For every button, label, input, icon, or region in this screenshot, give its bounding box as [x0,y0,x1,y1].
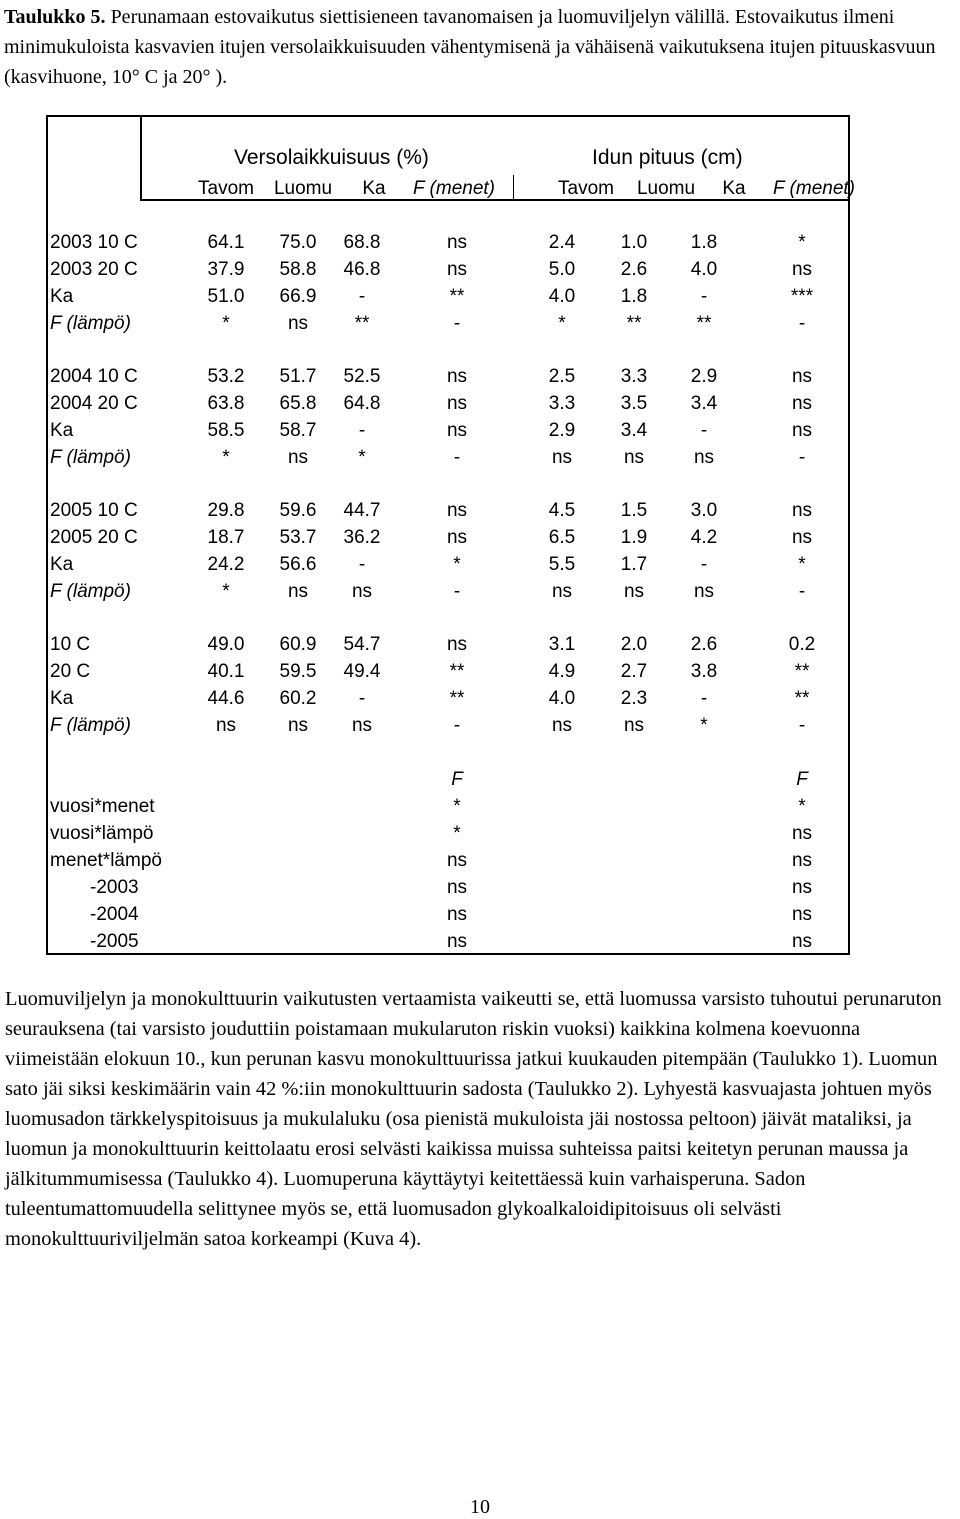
table-cell: - [453,715,461,736]
caption-text: Perunamaan estovaikutus siettisieneen tavanomaisen ja luomuviljelyn välillä. Estovaikutus ilmeni minimukuloista kasvavien itujen versolaikkuisuuden vähentymisenä ja vähäisenä vaikutuksena itujen pituuskasvuun (kasvihuone, 10° C ja 20° ). [4,6,936,88]
interaction-row-label: vuosi*lämpö [50,823,154,844]
table-cell: 4.0 [548,688,576,709]
group-header-versolaikkuisuus: Versolaikkuisuus (%) [234,146,429,169]
table-cell: ** [794,688,810,709]
interaction-cell: ns [791,823,813,844]
table-cell: ns [623,581,645,602]
table-cell: * [222,447,230,468]
table-cell: ns [551,447,573,468]
table-cell: - [453,447,461,468]
table-cell: ns [446,393,468,414]
table-cell: 36.2 [343,527,381,548]
table-cell: ** [626,313,642,334]
table-cell: - [798,581,806,602]
table-cell: ** [696,313,712,334]
table-cell: ns [446,420,468,441]
table-cell: * [700,715,708,736]
table-cell: 2.6 [620,259,648,280]
table-cell: * [222,313,230,334]
table-cell: 0.2 [788,634,816,655]
table-cell: 1.9 [620,527,648,548]
interaction-cell: ns [791,850,813,871]
table-cell: ns [215,715,237,736]
table-border-top [46,115,850,117]
table-cell: 60.9 [279,634,317,655]
table-cell: 2.6 [690,634,718,655]
table-cell: 51.7 [279,366,317,387]
table-cell: - [700,286,708,307]
table-border-left [46,115,48,955]
table-cell: 37.9 [207,259,245,280]
table-cell: 53.7 [279,527,317,548]
label-column-divider [140,115,142,201]
interaction-cell: ns [446,850,468,871]
column-header: Luomu [636,178,696,199]
table-cell: - [700,420,708,441]
table-cell: ** [354,313,370,334]
row-label: 20 C [50,661,91,682]
table-cell: 6.5 [548,527,576,548]
table-cell: 49.4 [343,661,381,682]
table-cell: - [358,420,366,441]
table-cell: 4.9 [548,661,576,682]
interaction-cell: ns [791,877,813,898]
interaction-row-label: vuosi*menet [50,796,155,817]
table-cell: ns [693,581,715,602]
data-table [46,115,856,955]
table-cell: * [222,581,230,602]
body-paragraph: Luomuviljelyn ja monokulttuurin vaikutusten vertaamista vaikeutti se, että luomussa varsisto tuhoutui perunaruton seurauksena (tai varsisto jouduttiin poistamaan mukularuton riskin vuoksi) kaikkina kolmena koevuonna viimeistään elokuun 10., kun perunan kasvu monokulttuurissa jatkui kuukauden pitempään (Taulukko 1). Luomun sato jäi siksi keskimäärin vain 42 %:iin monokulttuurin sadosta (Taulukko 2). Lyhyestä kasvuajasta johtuen myös luomusadon tärkkelyspitoisuus ja mukulaluku (osa pienistä mukuloista jäi nostossa peltoon) jäivät mataliksi, ja luomun ja monokulttuurin keittolaatu erosi selvästi kaikissa muissa suhteissa paitsi keitetyn perunan maussa ja jälkitummumisessa (Taulukko 4). Luomuperuna käyttäytyi keitettäessä kuin varhaisperuna. Sadon tuleentumattomuudella selittynee myös se, että luomusadon glykoalkaloidipitoisuus oli selvästi monokulttuuriviljelmän satoa korkeampi (Kuva 4). [5,988,942,1250]
group-divider [513,175,514,201]
table-cell: - [700,688,708,709]
table-cell: - [453,313,461,334]
interaction-cell: ns [446,877,468,898]
table-cell: 58.7 [279,420,317,441]
table-cell: * [558,313,566,334]
table-cell: 44.7 [343,500,381,521]
interaction-cell: * [798,796,806,817]
page-number: 10 [470,1496,490,1518]
row-label: 2003 20 C [50,259,138,280]
table-cell: ns [446,527,468,548]
table-cell: ns [551,715,573,736]
row-label: F (lämpö) [50,581,131,602]
table-cell: 4.5 [548,500,576,521]
column-header: Tavom [558,178,614,199]
column-header: Ka [722,178,746,199]
header-divider [140,199,850,201]
column-header: F (menet) [772,178,856,199]
table-cell: ns [551,581,573,602]
table-cell: ** [794,661,810,682]
table-cell: * [358,447,366,468]
table-border-right [848,115,850,955]
table-cell: 2.3 [620,688,648,709]
table-cell: ns [693,447,715,468]
table-cell: 4.0 [548,286,576,307]
row-label: Ka [50,688,74,709]
table-cell: 3.8 [690,661,718,682]
table-cell: - [798,313,806,334]
table-cell: 52.5 [343,366,381,387]
table-cell: 64.1 [207,232,245,253]
table-cell: 1.5 [620,500,648,521]
table-cell: 60.2 [279,688,317,709]
table-cell: ns [287,715,309,736]
table-cell: 51.0 [207,286,245,307]
table-cell: 1.8 [620,286,648,307]
row-label: Ka [50,420,74,441]
table-cell: 3.4 [620,420,648,441]
table-cell: 2.0 [620,634,648,655]
row-label: 2003 10 C [50,232,138,253]
interaction-cell: * [453,823,461,844]
table-cell: ns [791,366,813,387]
table-cell: ns [287,447,309,468]
table-cell: ns [287,313,309,334]
table-cell: ns [446,500,468,521]
table-cell: - [358,554,366,575]
table-cell: ns [791,500,813,521]
interaction-cell: ns [446,904,468,925]
row-label: 2005 20 C [50,527,138,548]
table-cell: - [700,554,708,575]
table-cell: 2.9 [548,420,576,441]
table-cell: 3.1 [548,634,576,655]
table-cell: 2.9 [690,366,718,387]
f-header: F [451,769,463,790]
table-cell: 4.2 [690,527,718,548]
table-cell: - [358,688,366,709]
table-cell: 58.8 [279,259,317,280]
table-cell: 2.7 [620,661,648,682]
table-cell: 63.8 [207,393,245,414]
table-cell: ** [449,661,465,682]
table-cell: ** [449,286,465,307]
table-cell: 1.0 [620,232,648,253]
table-cell: - [453,581,461,602]
interaction-row-label: -2004 [90,904,139,925]
row-label: F (lämpö) [50,313,131,334]
table-cell: * [453,554,461,575]
table-cell: 1.7 [620,554,648,575]
caption-label: Taulukko 5. [4,6,106,28]
table-cell: 3.0 [690,500,718,521]
interaction-cell: ns [446,931,468,952]
table-cell: 65.8 [279,393,317,414]
table-cell: - [798,447,806,468]
table-cell: 3.4 [690,393,718,414]
row-label: 2004 10 C [50,366,138,387]
table-cell: ns [446,366,468,387]
row-label: 2005 10 C [50,500,138,521]
table-cell: ns [446,259,468,280]
column-header: Ka [362,178,386,199]
table-cell: * [798,554,806,575]
table-cell: ns [287,581,309,602]
table-cell: 53.2 [207,366,245,387]
column-header: F (menet) [412,178,496,199]
table-cell: 54.7 [343,634,381,655]
table-cell: 75.0 [279,232,317,253]
table-cell: ns [623,715,645,736]
table-cell: 4.0 [690,259,718,280]
f-header: F [796,769,808,790]
table-cell: 24.2 [207,554,245,575]
row-label: 2004 20 C [50,393,138,414]
table-cell: 29.8 [207,500,245,521]
table-cell: 3.3 [548,393,576,414]
table-cell: - [358,286,366,307]
interaction-row-label: -2003 [90,877,139,898]
row-label: F (lämpö) [50,715,131,736]
table-cell: ** [449,688,465,709]
table-cell: ns [623,447,645,468]
table-cell: 1.8 [690,232,718,253]
interaction-cell: ns [791,931,813,952]
table-cell: ns [446,634,468,655]
table-cell: 46.8 [343,259,381,280]
interaction-cell: * [453,796,461,817]
table-cell: ns [351,581,373,602]
table-cell: 59.6 [279,500,317,521]
interaction-row-label: -2005 [90,931,139,952]
table-cell: 3.5 [620,393,648,414]
table-cell: ns [791,393,813,414]
table-cell: 66.9 [279,286,317,307]
table-cell: 49.0 [207,634,245,655]
row-label: Ka [50,554,74,575]
table-cell: 44.6 [207,688,245,709]
table-cell: ns [446,232,468,253]
row-label: F (lämpö) [50,447,131,468]
interaction-row-label: menet*lämpö [50,850,162,871]
table-cell: 58.5 [207,420,245,441]
table-cell: - [798,715,806,736]
table-cell: 2.5 [548,366,576,387]
table-cell: 56.6 [279,554,317,575]
table-cell: 40.1 [207,661,245,682]
table-cell: 3.3 [620,366,648,387]
table-cell: 5.0 [548,259,576,280]
table-cell: 64.8 [343,393,381,414]
interaction-cell: ns [791,904,813,925]
table-cell: * [798,232,806,253]
table-cell: 18.7 [207,527,245,548]
column-header: Tavom [198,178,254,199]
table-cell: 59.5 [279,661,317,682]
column-header: Luomu [273,178,333,199]
group-header-idun-pituus: Idun pituus (cm) [592,146,743,169]
table-cell: ns [351,715,373,736]
row-label: 10 C [50,634,91,655]
table-cell: ns [791,259,813,280]
table-cell: ns [791,420,813,441]
table-cell: 68.8 [343,232,381,253]
row-label: Ka [50,286,74,307]
table-cell: *** [790,286,814,307]
table-cell: 5.5 [548,554,576,575]
table-caption [4,2,954,92]
table-border-bottom [46,953,850,955]
table-cell: 2.4 [548,232,576,253]
table-cell: ns [791,527,813,548]
